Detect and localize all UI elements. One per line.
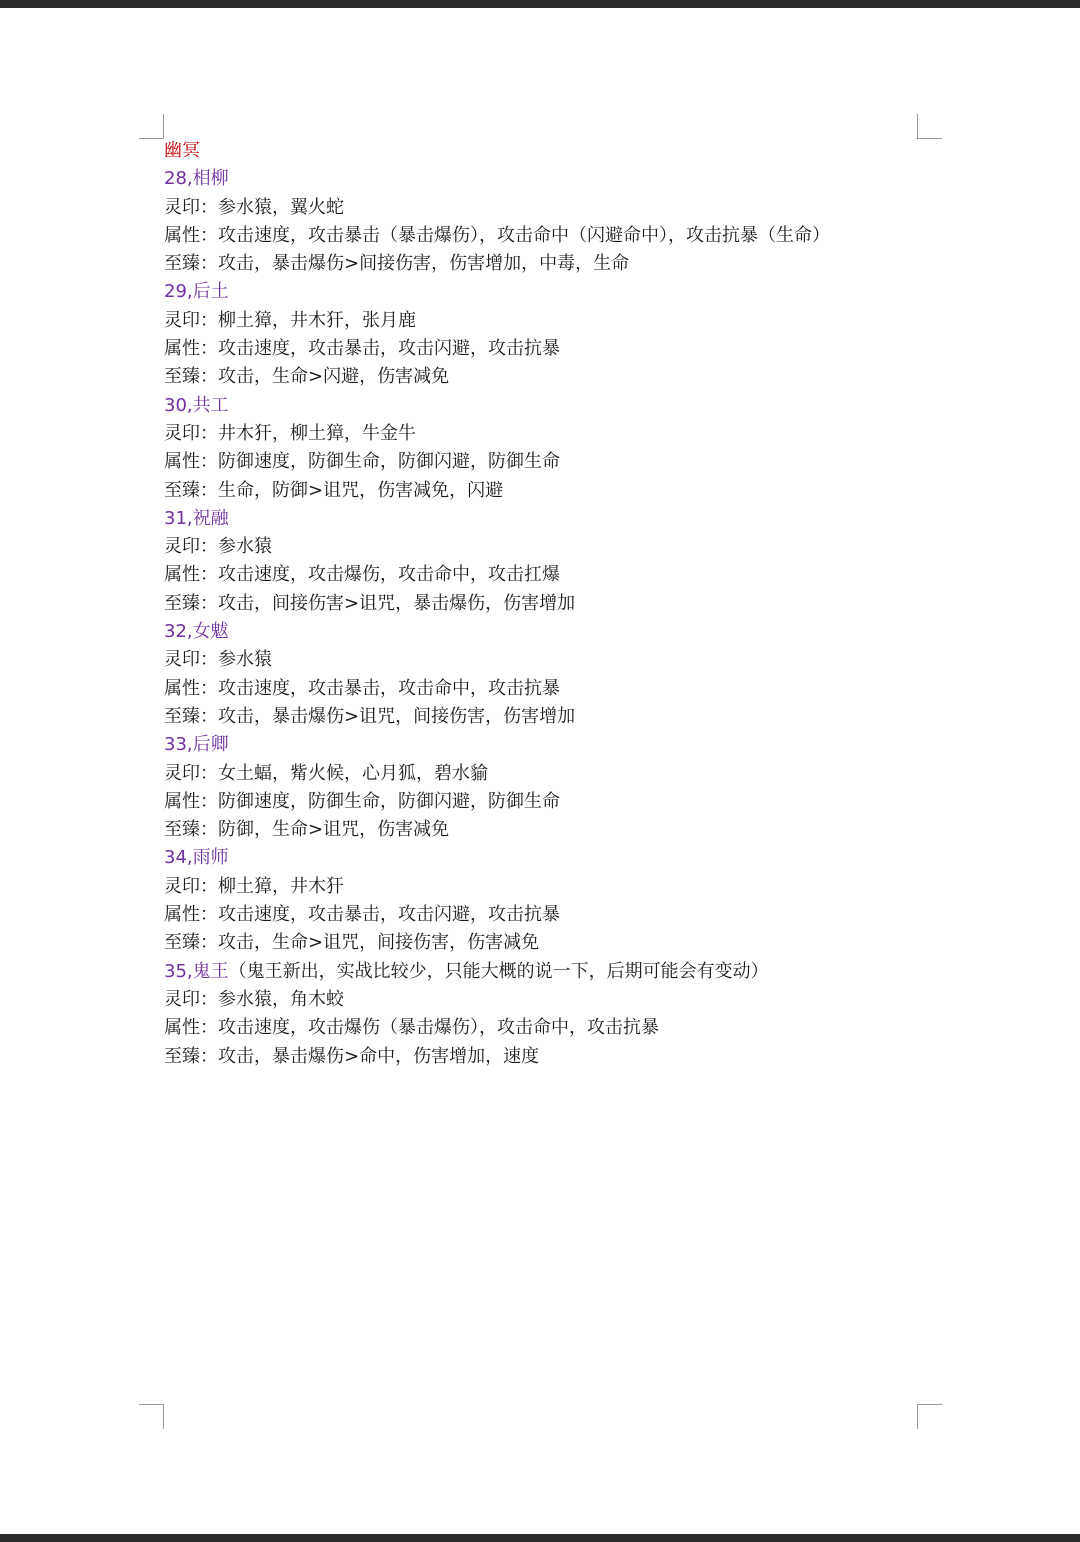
- line-value: 攻击，生命>闪避，伤害减免: [218, 366, 450, 388]
- entry-line: [164, 335, 924, 363]
- entry-name: 后卿: [192, 734, 229, 756]
- line-label: 属性：: [164, 451, 218, 473]
- line-label: 至臻：: [164, 932, 218, 954]
- line-value: 参水猿，翼火蛇: [218, 196, 344, 218]
- entry-heading: [164, 731, 924, 759]
- entry-line: [164, 1014, 924, 1042]
- line-value: 参水猿，角木蛟: [218, 988, 344, 1010]
- entry-name: 鬼王: [192, 960, 229, 982]
- entry-line: [164, 363, 924, 391]
- line-value: 女土蝠，觜火候，心月狐，碧水貐: [218, 762, 488, 784]
- viewer-top-edge: [0, 0, 1080, 8]
- line-label: 属性：: [164, 338, 218, 360]
- entry-number: 29,: [164, 281, 193, 303]
- entry-line: [164, 703, 924, 731]
- entry-name: 雨师: [192, 847, 229, 869]
- entry-line: [164, 561, 924, 589]
- entry-heading: [164, 165, 924, 193]
- line-label: 至臻：: [164, 819, 218, 841]
- line-value: 攻击速度，攻击暴击（暴击爆伤），攻击命中（闪避命中），攻击抗暴（生命）: [218, 224, 830, 246]
- entry-line: [164, 448, 924, 476]
- entry-number: 30,: [164, 394, 193, 416]
- line-label: 灵印：: [164, 422, 218, 444]
- line-value: 井木犴，柳土獐，牛金牛: [218, 422, 416, 444]
- entry-line: [164, 816, 924, 844]
- entry-line: [164, 788, 924, 816]
- entry-name: 后土: [192, 281, 229, 303]
- line-value: 攻击，暴击爆伤>命中，伤害增加，速度: [218, 1045, 540, 1067]
- line-value: 防御速度，防御生命，防御闪避，防御生命: [218, 790, 560, 812]
- line-value: 参水猿: [218, 536, 272, 558]
- line-label: 灵印：: [164, 649, 218, 671]
- entry-line: [164, 873, 924, 901]
- entry-number: 34,: [164, 847, 193, 869]
- line-value: 攻击，生命>诅咒，间接伤害，伤害减免: [218, 932, 540, 954]
- entry-number: 28,: [164, 168, 193, 190]
- line-label: 至臻：: [164, 253, 218, 275]
- entry-line: [164, 646, 924, 674]
- crop-mark-top-left: [139, 114, 164, 139]
- entry-line: [164, 307, 924, 335]
- entry-line: [164, 420, 924, 448]
- line-label: 至臻：: [164, 705, 218, 727]
- entry-number: 33,: [164, 734, 193, 756]
- line-value: 生命，防御>诅咒，伤害减免，闪避: [218, 479, 504, 501]
- entry-number: 32,: [164, 621, 193, 643]
- line-label: 至臻：: [164, 479, 218, 501]
- entry-line: [164, 533, 924, 561]
- line-label: 属性：: [164, 564, 218, 586]
- entry-line: [164, 929, 924, 957]
- entry-line: [164, 675, 924, 703]
- line-label: 灵印：: [164, 196, 218, 218]
- section-title: 幽冥: [164, 140, 200, 161]
- line-label: 属性：: [164, 224, 218, 246]
- line-label: 至臻：: [164, 592, 218, 614]
- line-value: 防御，生命>诅咒，伤害减免: [218, 819, 450, 841]
- entry-line: [164, 1043, 924, 1071]
- entry-line: [164, 760, 924, 788]
- entry-name: 相柳: [192, 168, 229, 190]
- line-value: 柳土獐，井木犴: [218, 875, 344, 897]
- viewer-bottom-edge: [0, 1534, 1080, 1542]
- line-label: 至臻：: [164, 366, 218, 388]
- entry-heading: [164, 392, 924, 420]
- entry-number: 35,: [164, 960, 193, 982]
- line-label: 灵印：: [164, 875, 218, 897]
- line-label: 属性：: [164, 1017, 218, 1039]
- entry-name: 祝融: [192, 507, 229, 529]
- entry-name: 共工: [192, 394, 229, 416]
- crop-mark-top-right: [917, 114, 942, 139]
- entry-name: 女魃: [192, 621, 229, 643]
- line-value: 参水猿: [218, 649, 272, 671]
- entry-number: 31,: [164, 507, 193, 529]
- line-value: 柳土獐，井木犴，张月鹿: [218, 309, 416, 331]
- entry-line: [164, 477, 924, 505]
- line-value: 攻击速度，攻击爆伤（暴击爆伤），攻击命中，攻击抗暴: [218, 1017, 659, 1039]
- entry-line: [164, 194, 924, 222]
- line-value: 攻击，暴击爆伤>间接伤害，伤害增加，中毒，生命: [218, 253, 630, 275]
- entry-heading: [164, 844, 924, 872]
- line-label: 灵印：: [164, 309, 218, 331]
- line-label: 属性：: [164, 904, 218, 926]
- entry-heading: [164, 505, 924, 533]
- line-label: 属性：: [164, 790, 218, 812]
- line-value: 攻击速度，攻击爆伤，攻击命中，攻击扛爆: [218, 564, 560, 586]
- line-value: 攻击速度，攻击暴击，攻击闪避，攻击抗暴: [218, 338, 560, 360]
- crop-mark-bottom-right: [917, 1404, 942, 1429]
- line-value: 防御速度，防御生命，防御闪避，防御生命: [218, 451, 560, 473]
- entry-line: [164, 901, 924, 929]
- line-label: 灵印：: [164, 988, 218, 1010]
- line-label: 属性：: [164, 677, 218, 699]
- document-body: [164, 137, 924, 1071]
- line-label: 灵印：: [164, 762, 218, 784]
- line-value: 攻击速度，攻击暴击，攻击闪避，攻击抗暴: [218, 904, 560, 926]
- crop-mark-bottom-left: [139, 1404, 164, 1429]
- line-label: 至臻：: [164, 1045, 218, 1067]
- line-value: 攻击速度，攻击暴击，攻击命中，攻击抗暴: [218, 677, 560, 699]
- entry-heading: [164, 618, 924, 646]
- entry-line: [164, 986, 924, 1014]
- entry-line: [164, 222, 924, 250]
- entry-heading: [164, 958, 924, 986]
- entry-note: （鬼王新出，实战比较少，只能大概的说一下，后期可能会有变动）: [228, 960, 769, 982]
- line-value: 攻击，暴击爆伤>诅咒，间接伤害，伤害增加: [218, 705, 576, 727]
- entry-heading: [164, 278, 924, 306]
- entry-line: [164, 590, 924, 618]
- line-label: 灵印：: [164, 536, 218, 558]
- line-value: 攻击，间接伤害>诅咒，暴击爆伤，伤害增加: [218, 592, 576, 614]
- entry-line: [164, 250, 924, 278]
